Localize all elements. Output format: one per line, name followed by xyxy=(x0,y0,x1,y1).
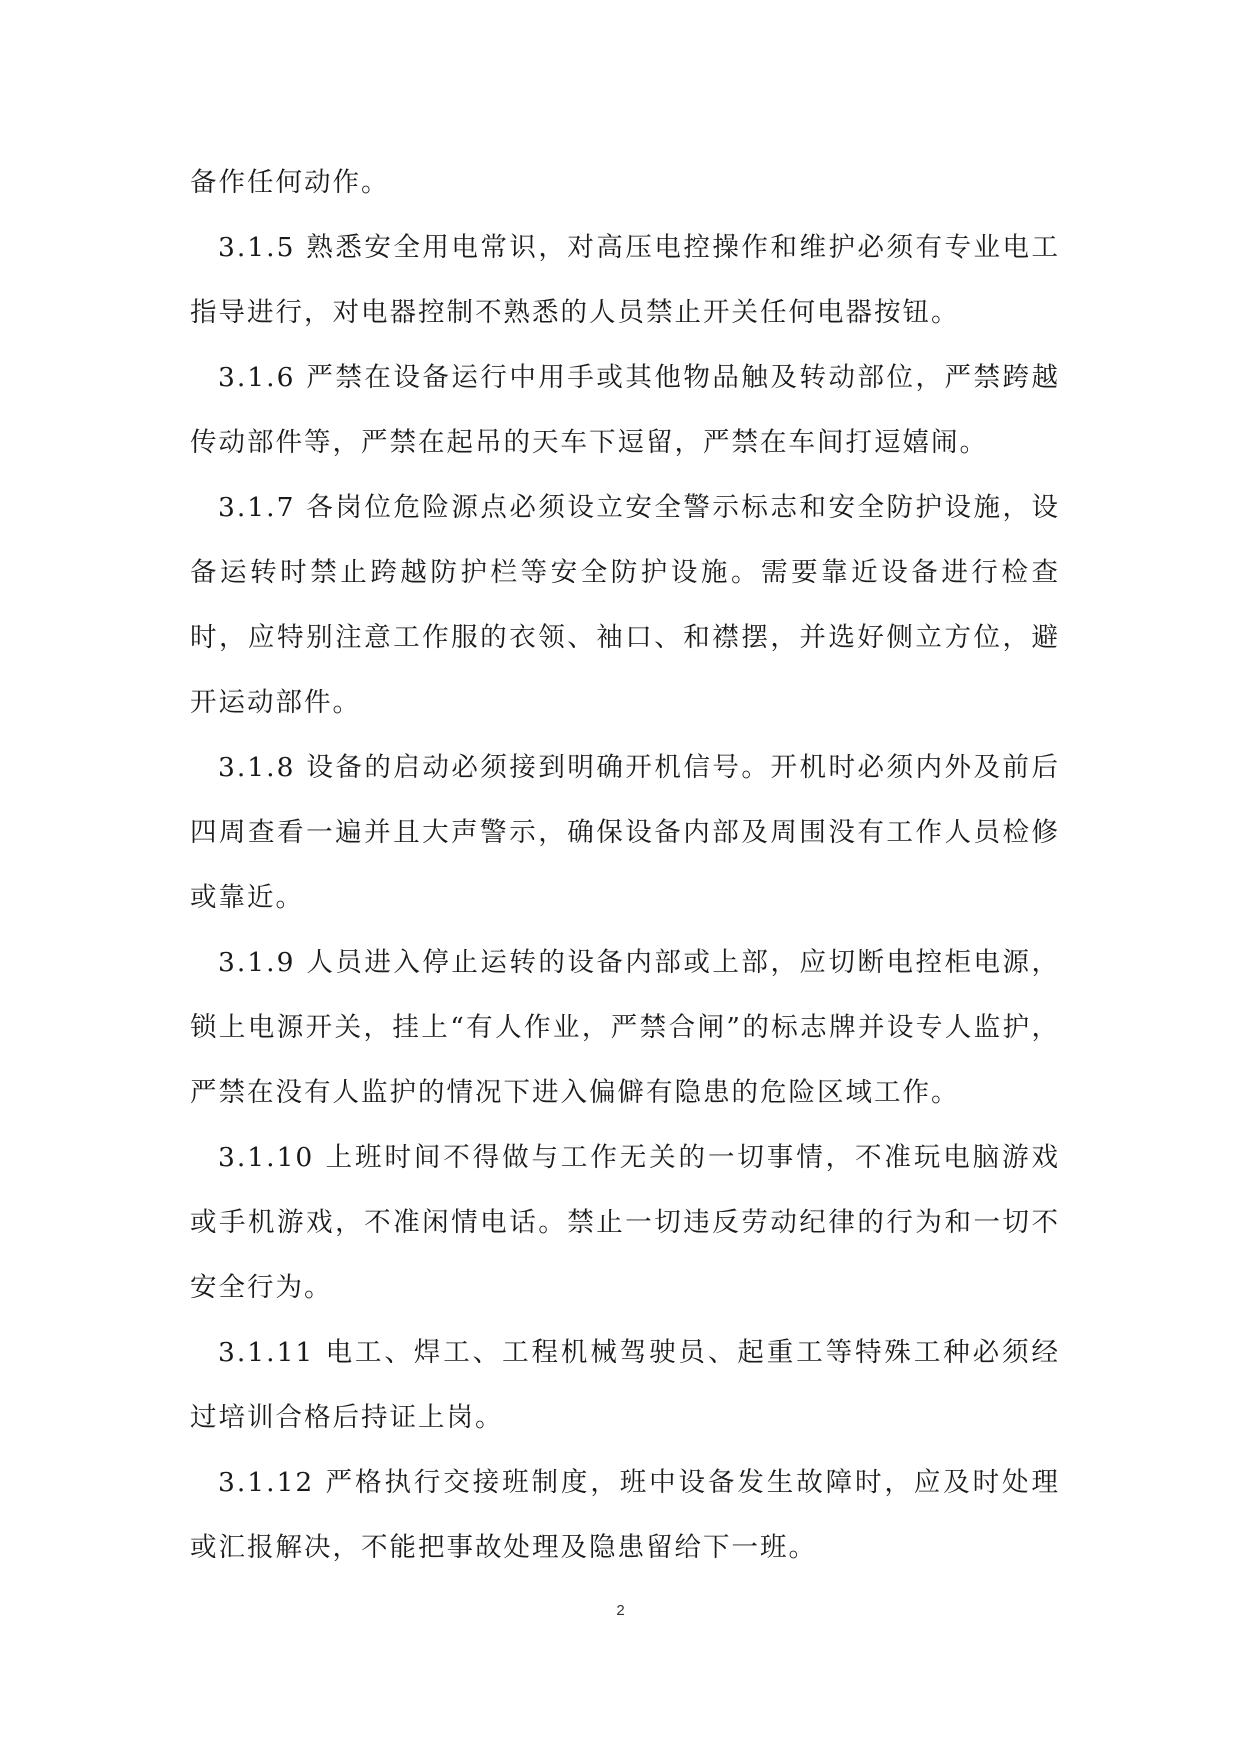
paragraph-3-1-12: 3.1.12 严格执行交接班制度，班中设备发生故障时，应及时处理或汇报解决，不能把事故处理及隐患留给下一班。 xyxy=(190,1467,1060,1563)
paragraph-3-1-9: 3.1.9 人员进入停止运转的设备内部或上部，应切断电控柜电源，锁上电源开关，挂上“有人作业，严禁合闸”的标志牌并设专人监护，严禁在没有人监护的情况下进入偏僻有隐患的危险区域工作。 xyxy=(190,947,1060,1108)
paragraph-3-1-5: 3.1.5 熟悉安全用电常识，对高压电控操作和维护必须有专业电工指导进行，对电器控制不熟悉的人员禁止开关任何电器按钮。 xyxy=(190,232,1060,328)
paragraph-3-1-10: 3.1.10 上班时间不得做与工作无关的一切事情，不准玩电脑游戏或手机游戏，不准闲情电话。禁止一切违反劳动纪律的行为和一切不安全行为。 xyxy=(190,1142,1060,1303)
paragraph-3-1-7: 3.1.7 各岗位危险源点必须设立安全警示标志和安全防护设施，设备运转时禁止跨越防护栏等安全防护设施。需要靠近设备进行检查时，应特别注意工作服的衣领、袖口、和襟摆，并选好侧立方位，避开运动部件。 xyxy=(190,492,1060,718)
page-number: 2 xyxy=(616,1602,625,1619)
paragraph-3-1-11: 3.1.11 电工、焊工、工程机械驾驶员、起重工等特殊工种必须经过培训合格后持证上岗。 xyxy=(190,1337,1060,1433)
paragraph-continuation: 备作任何动作。 xyxy=(190,167,390,198)
paragraph-3-1-6: 3.1.6 严禁在设备运行中用手或其他物品触及转动部位，严禁跨越传动部件等，严禁在起吊的天车下逗留，严禁在车间打逗嬉闹。 xyxy=(190,362,1060,458)
paragraph-3-1-8: 3.1.8 设备的启动必须接到明确开机信号。开机时必须内外及前后四周查看一遍并且大声警示，确保设备内部及周围没有工作人员检修或靠近。 xyxy=(190,752,1060,913)
document-body xyxy=(190,150,1060,1580)
